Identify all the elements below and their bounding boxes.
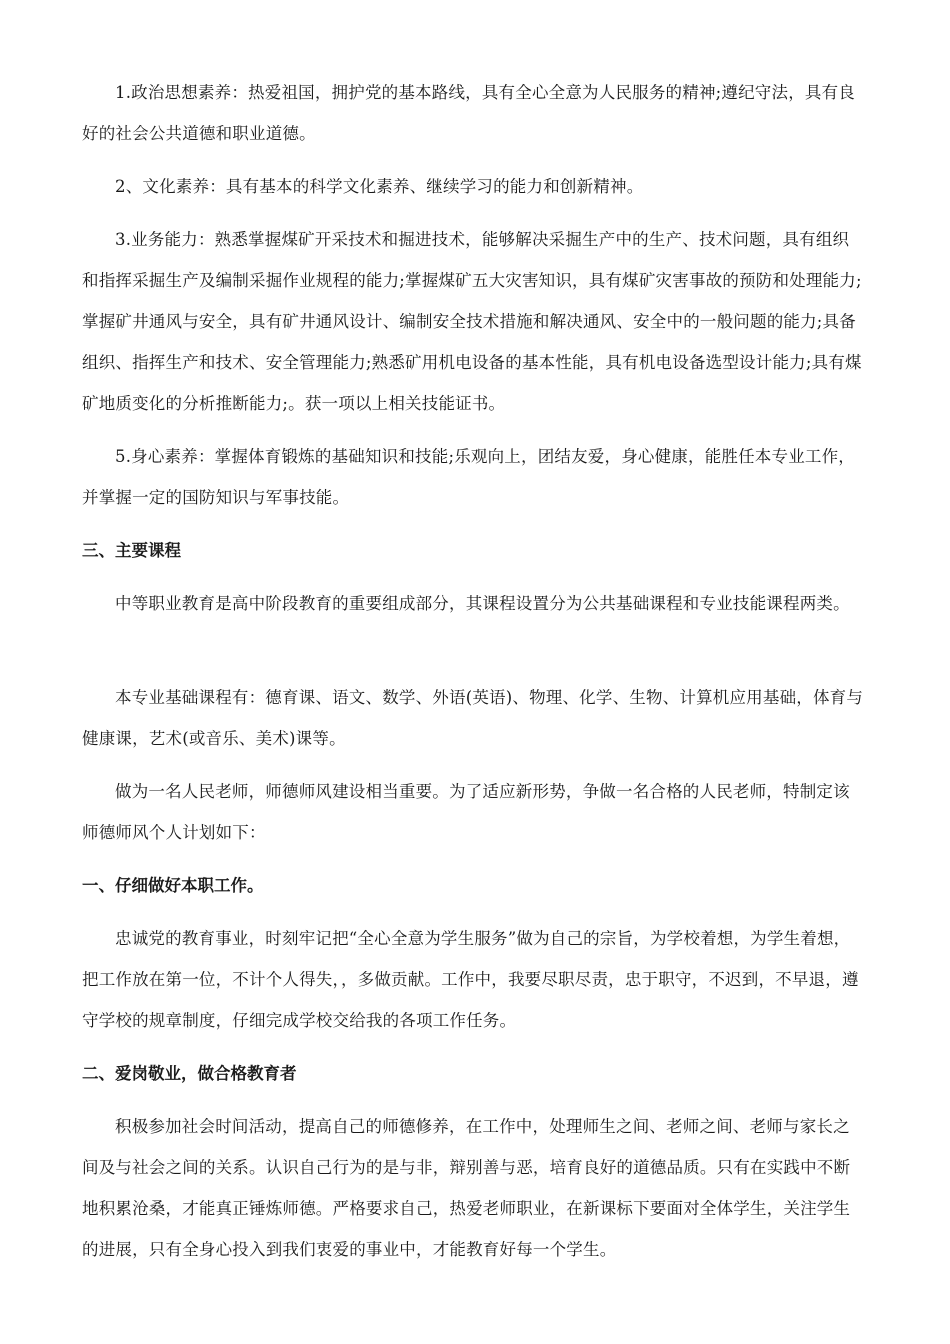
paragraph-basic-courses: 本专业基础课程有：德育课、语文、数学、外语(英语)、物理、化学、生物、计算机应用基础，体育与健康课，艺术(或音乐、美术)课等。 [82, 688, 864, 748]
paragraph-teacher-ethics-intro: 做为一名人民老师，师德师风建设相当重要。为了适应新形势，争做一名合格的人民老师，特制定该师德师风个人计划如下： [82, 782, 850, 842]
paragraph-political-literacy: 1.政治思想素养：热爱祖国，拥护党的基本路线，具有全心全意为人民服务的精神;遵纪守法，具有良好的社会公共道德和职业道德。 [82, 83, 856, 143]
paragraph-loyalty-education: 忠诚党的教育事业，时刻牢记把“全心全意为学生服务”做为自己的宗旨，为学校着想，为学生着想，把工作放在第一位，不计个人得失，，多做贡献。工作中，我要尽职尽责，忠于职守，不迟到，不早退，遵守学校的规章制度，仔细完成学校交给我的各项工作任务。 [82, 929, 859, 1030]
paragraph-social-practice: 积极参加社会时间活动，提高自己的师德修养，在工作中，处理师生之间、老师之间、老师与家长之间及与社会之间的关系。认识自己行为的是与非，辩别善与恶，培育良好的道德品质。只有在实践中不断地积累沧桑，才能真正锤炼师德。严格要求自己，热爱老师职业，在新课标下要面对全体学生，关注学生的进展，只有全身心投入到我们衷爱的事业中，才能教育好每一个学生。 [82, 1117, 851, 1259]
section-heading-do-job-well: 一、仔细做好本职工作。 [82, 876, 264, 895]
paragraph-cultural-literacy: 2、文化素养：具有基本的科学文化素养、继续学习的能力和创新精神。 [115, 177, 644, 196]
section-heading-main-courses: 三、主要课程 [82, 541, 181, 560]
paragraph-professional-ability: 3.业务能力：熟悉掌握煤矿开采技术和掘进技术，能够解决采掘生产中的生产、技术问题，具有组织和指挥采掘生产及编制采掘作业规程的能力;掌握煤矿五大灾害知识，具有煤矿灾害事故的预防和处理能力;掌握矿井通风与安全，具有矿井通风设计、编制安全技术措施和解决通风、安全中的一般问题的能力;具备组织、指挥生产和技术、安全管理能力;熟悉矿用机电设备的基本性能，具有机电设备选型设计能力;具有煤矿地质变化的分析推断能力;。获一项以上相关技能证书。 [82, 230, 862, 413]
paragraph-physical-mental-literacy: 5.身心素养：掌握体育锻炼的基础知识和技能;乐观向上，团结友爱，身心健康，能胜任本专业工作，并掌握一定的国防知识与军事技能。 [82, 447, 856, 507]
paragraph-vocational-education: 中等职业教育是高中阶段教育的重要组成部分，其课程设置分为公共基础课程和专业技能课程两类。 [115, 594, 850, 613]
section-heading-love-job: 二、爱岗敬业，做合格教育者 [82, 1064, 297, 1083]
